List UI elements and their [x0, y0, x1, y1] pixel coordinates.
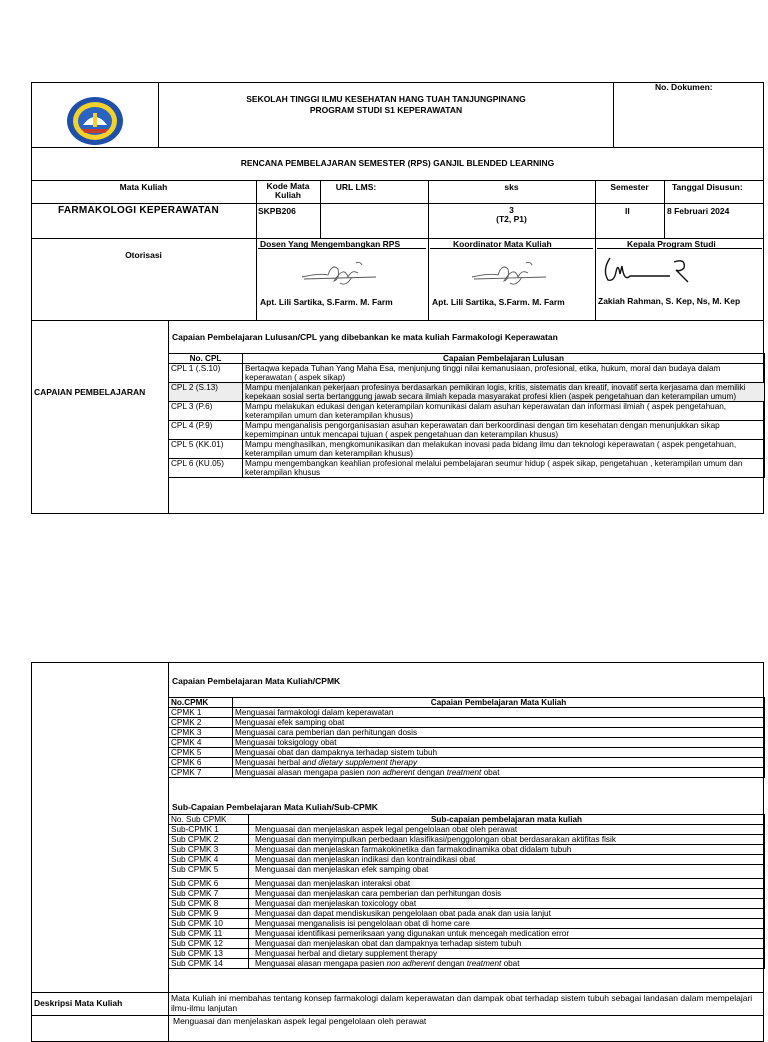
otorisasi-label: Otorisasi	[125, 250, 162, 260]
signature-kaprodi	[600, 252, 700, 293]
cpl-header-no: No. CPL	[169, 354, 243, 364]
cpl-row: CPL 2 (S.13) Mampu menjalankan pekerjaan profesinya berdasarkan pemikiran logis, kritis, sistematis dan kreatif, inovatif serta kerjasama dan memiliki kepekaan sosial serta bertanggung jawab secara ilmiah kepada masyarakat profesi klien (aspek pengetahuan dan keterampilan umum)	[169, 383, 765, 402]
label-mata-kuliah: Mata Kuliah	[119, 182, 168, 192]
cpmk-title: Capaian Pembelajaran Mata Kuliah/CPMK	[172, 676, 341, 686]
deskripsi-label: Deskripsi Mata Kuliah	[34, 998, 123, 1008]
label-semester: Semester	[610, 182, 649, 192]
sub-cpmk-row: Sub CPMK 13 Menguasai herbal and dietary supplement therapy	[169, 949, 765, 959]
tanggal-value: 8 Februari 2024	[667, 206, 730, 216]
name-dosen: Apt. Lili Sartika, S.Farm. M. Farm	[260, 297, 393, 307]
sub-cpmk-row: Sub CPMK 3 Menguasai dan menjelaskan farmakokinetika dan farmakodinamika obat didalam tubuh	[169, 845, 765, 855]
sub-cpmk-row: Sub CPMK 2 Menguasai dan menyimpulkan perbedaan klasifikasi/penggolongan obat berdasarakan aktifitas fisik	[169, 835, 765, 845]
cpmk-row: CPMK 2 Menguasai efek samping obat	[169, 718, 765, 728]
sub-cpmk-row: Sub CPMK 10 Menguasai menganalisis isi pengelolaan obat di home care	[169, 919, 765, 929]
course-code: SKPB206	[258, 206, 296, 216]
signature-koordinator	[470, 255, 550, 296]
cpl-row: CPL 1 (.S.10) Bertaqwa kepada Tuhan Yang Maha Esa, menjunjung tinggi nilai kemanusiaan, profesional, etika, hukum, moral dan budaya dalam keperawatan ( aspek sikap)	[169, 364, 765, 383]
sub-cpmk-row: Sub CPMK 7 Menguasai dan menjelaskan cara pemberian dan perhitungan dosis	[169, 889, 765, 899]
sks-value: 3	[509, 205, 514, 215]
name-kaprodi: Zakiah Rahman, S. Kep, Ns, M. Kep	[598, 296, 741, 306]
role-dosen: Dosen Yang Mengembangkan RPS	[260, 239, 401, 249]
sub-header-text: Sub-capaian pembelajaran mata kuliah	[249, 815, 765, 825]
cpmk-row: CPMK 1 Menguasai farmakologi dalam keperawatan	[169, 708, 765, 718]
name-koordinator: Apt. Lili Sartika, S.Farm. M. Farm	[432, 297, 565, 307]
label-kode-mata-kuliah: Kode Mata Kuliah	[266, 181, 310, 200]
sub-cpmk-row: Sub CPMK 4 Menguasai dan menjelaskan indikasi dan kontraindikasi obat	[169, 855, 765, 865]
sub-cpmk-row: Sub CPMK 8 Menguasai dan menjelaskan toxicology obat	[169, 899, 765, 909]
cpl-row: CPL 3 (P.6) Mampu melakukan edukasi dengan keterampilan komunikasi dalam asuhan keperawatan dan informasi ilmiah ( aspek pengetahuan, keterampilan umum dan keterampilan khusus)	[169, 402, 765, 421]
cpmk-row: CPMK 4 Menguasai toksigology obat	[169, 738, 765, 748]
sub-cpmk-row: Sub CPMK 6 Menguasai dan menjelaskan interaksi obat	[169, 879, 765, 889]
cpmk-row: CPMK 3 Menguasai cara pemberian dan perhitungan dosis	[169, 728, 765, 738]
cpmk-header-no: No.CPMK	[169, 698, 233, 708]
cpl-header-text: Capaian Pembelajaran Lulusan	[243, 354, 765, 364]
institution-logo	[65, 95, 125, 147]
cpmk-table	[168, 697, 765, 778]
cpl-row: CPL 5 (KK.01) Mampu menghasilkan, mengkomunikasikan dan melakukan inovasi pada bidang ilmu dan teknologi keperawatan ( aspek pengetahuan, keterampilan umum dan keterampilan khusus)	[169, 440, 765, 459]
institution-name: SEKOLAH TINGGI ILMU KESEHATAN HANG TUAH TANJUNGPINANG	[246, 94, 526, 104]
sub-cpmk-row: Sub CPMK 9 Menguasai dan dapat mendiskusikan pengelolaan obat pada anak dan usia lanjut	[169, 909, 765, 919]
document-title: RENCANA PEMBELAJARAN SEMESTER (RPS) GANJIL BLENDED LEARNING	[240, 158, 555, 168]
cpl-table	[168, 353, 765, 478]
sub-cpmk-row: Sub-CPMK 1 Menguasai dan menjelaskan aspek legal pengelolaan obat oleh perawat	[169, 825, 765, 835]
cpl-row: CPL 6 (KU.05) Mampu mengembangkan keahlian profesional melalui pembelajaran seumur hidup ( aspek sikap, pengetahuan , keterampilan umum dan keterampilan khusus	[169, 459, 765, 478]
cpmk-header-text: Capaian Pembelajaran Mata Kuliah	[233, 698, 765, 708]
label-tanggal: Tanggal Disusun:	[672, 182, 743, 192]
sub-header-no: No. Sub CPMK	[169, 815, 249, 825]
doc-number-label: No. Dokumen:	[655, 82, 713, 92]
deskripsi-text: Mata Kuliah ini membahas tentang konsep farmakologi dalam keperawatan dan dampak obat terhadap sistem tubuh sebagai landasan dalam mempelajari ilmu-ilmu lanjutan	[171, 993, 753, 1013]
role-kaprodi: Kepala Program Studi	[627, 239, 716, 249]
course-name: FARMAKOLOGI KEPERAWATAN	[58, 205, 219, 216]
semester-value: II	[625, 206, 630, 216]
signature-dosen	[300, 255, 380, 296]
cpl-title: Capaian Pembelajaran Lulusan/CPL yang dibebankan ke mata kuliah Farmakologi Keperawatan	[172, 332, 558, 342]
capaian-label: CAPAIAN PEMBELAJARAN	[34, 387, 146, 397]
sub-cpmk-table	[168, 814, 765, 969]
program-name: PROGRAM STUDI S1 KEPERAWATAN	[309, 105, 463, 115]
cpmk-row: CPMK 7 Menguasai alasan mengapa pasien non adherent dengan treatment obat	[169, 768, 765, 778]
sks-detail: (T2, P1)	[496, 214, 527, 224]
cpl-row: CPL 4 (P.9) Mampu menganalisis pengorganisasian asuhan keperawatan dan berkoordinasi dengan tim kesehatan dengan menunjukkan sikap kepemimpinan untuk mencapai tujuan ( aspek pengetahuan dan keterampilan khusus)	[169, 421, 765, 440]
sub-cpmk-row: Sub CPMK 5 Menguasai dan menjelaskan efek samping obat	[169, 865, 765, 879]
sub-cpmk-row: Sub CPMK 14 Menguasai alasan mengapa pasien non adherent dengan treatment obat	[169, 959, 765, 969]
label-url-lms: URL LMS:	[335, 182, 377, 192]
sub-cpmk-row: Sub CPMK 11 Menguasai identifikasi pemeriksaan yang digunakan untuk mencegah medication error	[169, 929, 765, 939]
cpmk-row: CPMK 6 Menguasai herbal and dietary supplement therapy	[169, 758, 765, 768]
cpmk-row: CPMK 5 Menguasai obat dan dampaknya terhadap sistem tubuh	[169, 748, 765, 758]
role-koordinator: Koordinator Mata Kuliah	[453, 239, 552, 249]
sub-cpmk-row: Sub CPMK 12 Menguasai dan menjelaskan obat dan dampaknya terhadap sistem tubuh	[169, 939, 765, 949]
sub-cpmk-title: Sub-Capaian Pembelajaran Mata Kuliah/Sub-CPMK	[172, 802, 378, 812]
label-sks: sks	[504, 182, 519, 192]
next-row-text: Menguasai dan menjelaskan aspek legal pengelolaan oleh perawat	[173, 1016, 427, 1026]
